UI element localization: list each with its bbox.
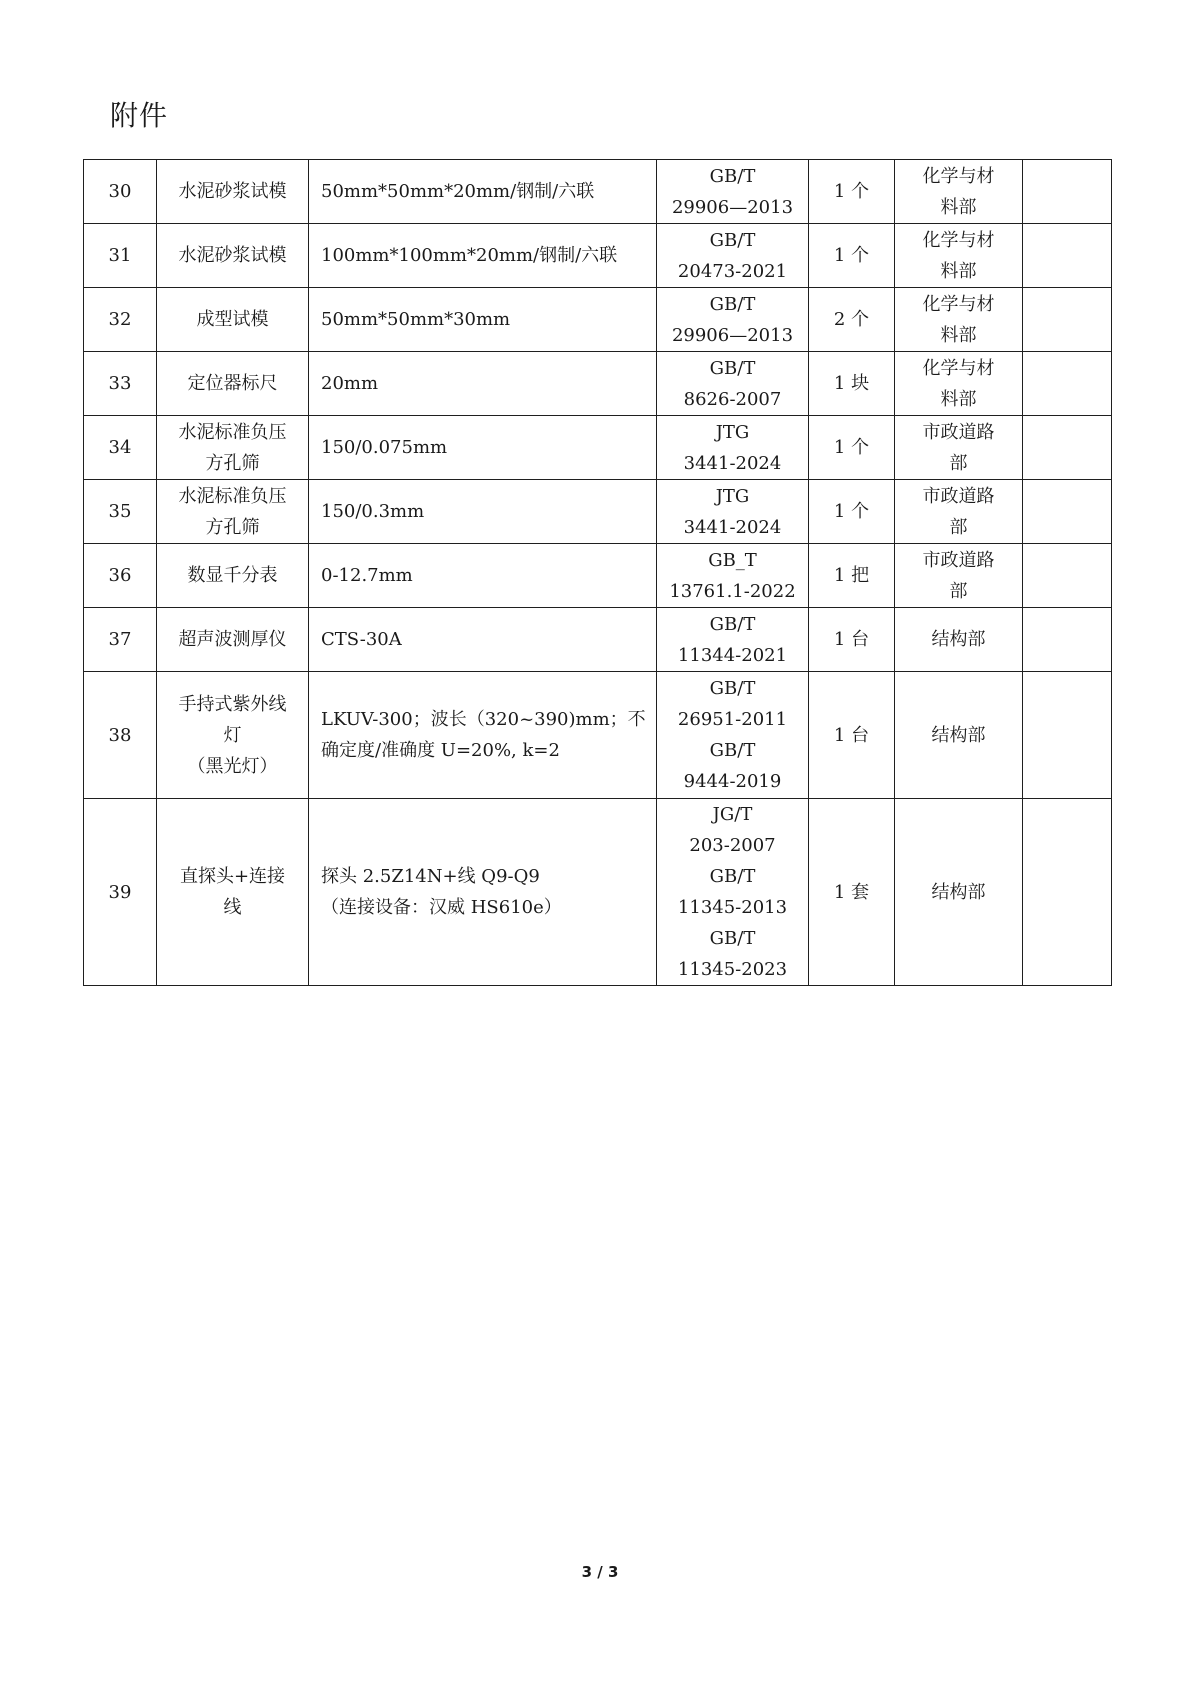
cell-remarks xyxy=(1023,608,1112,672)
cell-standard-line: 11345-2023 xyxy=(677,959,788,980)
cell-specification-line: 20mm xyxy=(321,373,379,394)
cell-department-line: 市政道路 xyxy=(922,421,995,443)
cell-remarks xyxy=(1023,352,1112,416)
cell-quantity-text: 1 台 xyxy=(833,724,870,746)
cell-number xyxy=(84,288,157,352)
cell-quantity-text: 1 个 xyxy=(833,245,870,266)
cell-remarks xyxy=(1023,544,1112,608)
cell-standard-line: 3441-2024 xyxy=(683,516,782,538)
cell-specification-line: 50mm*50mm*30mm xyxy=(321,309,511,330)
cell-number xyxy=(84,160,157,224)
cell-standard-line: 26951-2011 xyxy=(677,709,788,730)
cell-equipment-name xyxy=(157,416,309,480)
cell-department xyxy=(895,672,1023,799)
cell-quantity xyxy=(809,352,895,416)
cell-department xyxy=(895,480,1023,544)
cell-standard xyxy=(657,544,809,608)
cell-standard-line: GB/T xyxy=(709,357,756,379)
cell-specification-line: 0-12.7mm xyxy=(321,565,413,586)
cell-equipment-name-line: 直探头+连接 xyxy=(179,866,286,887)
cell-department xyxy=(895,799,1023,986)
table-row xyxy=(84,416,1112,480)
cell-quantity xyxy=(809,672,895,799)
cell-quantity xyxy=(809,288,895,352)
cell-specification-line: 150/0.3mm xyxy=(321,501,425,522)
cell-standard-line: 13761.1-2022 xyxy=(669,580,796,602)
cell-number xyxy=(84,672,157,799)
cell-standard xyxy=(657,160,809,224)
cell-department xyxy=(895,288,1023,352)
cell-equipment-name xyxy=(157,224,309,288)
cell-standard xyxy=(657,799,809,986)
cell-number xyxy=(84,416,157,480)
cell-quantity xyxy=(809,416,895,480)
cell-quantity-text: 2 个 xyxy=(833,309,870,330)
cell-department-line: 料部 xyxy=(940,260,977,282)
cell-equipment-name xyxy=(157,480,309,544)
cell-quantity-text: 1 个 xyxy=(833,181,870,202)
cell-department-line: 结构部 xyxy=(931,881,986,903)
cell-quantity xyxy=(809,799,895,986)
cell-standard-line: GB/T xyxy=(709,928,756,949)
cell-number-text: 31 xyxy=(108,245,132,266)
cell-specification xyxy=(309,608,657,672)
cell-number-text: 37 xyxy=(108,629,132,650)
cell-specification xyxy=(309,416,657,480)
cell-number xyxy=(84,352,157,416)
cell-quantity xyxy=(809,160,895,224)
table-row xyxy=(84,352,1112,416)
table-row xyxy=(84,224,1112,288)
cell-equipment-name-line: 水泥砂浆试模 xyxy=(178,181,287,202)
cell-number xyxy=(84,224,157,288)
cell-standard xyxy=(657,416,809,480)
cell-equipment-name-line: 手持式紫外线 xyxy=(178,693,287,715)
cell-quantity-text: 1 把 xyxy=(833,565,870,586)
cell-equipment-name-line: 方孔筛 xyxy=(205,452,260,474)
cell-department-line: 料部 xyxy=(940,196,977,218)
cell-specification xyxy=(309,352,657,416)
cell-department-line: 化学与材 xyxy=(922,357,995,379)
cell-specification xyxy=(309,672,657,799)
table-row xyxy=(84,160,1112,224)
table-body xyxy=(84,160,1112,986)
cell-number-text: 39 xyxy=(108,881,132,903)
cell-remarks xyxy=(1023,480,1112,544)
cell-remarks xyxy=(1023,224,1112,288)
cell-standard-line: 11345-2013 xyxy=(677,897,788,918)
cell-remarks xyxy=(1023,799,1112,986)
cell-standard-line: JTG xyxy=(715,485,750,507)
cell-department-line: 结构部 xyxy=(931,724,986,746)
cell-standard-line: GB/T xyxy=(709,293,756,315)
cell-standard-line: GB/T xyxy=(709,613,756,635)
cell-number-text: 34 xyxy=(108,437,132,458)
cell-specification-line: CTS-30A xyxy=(321,629,402,650)
cell-standard-line: JG/T xyxy=(712,804,753,825)
cell-standard-line: GB/T xyxy=(709,740,756,761)
table-row xyxy=(84,480,1112,544)
cell-remarks xyxy=(1023,288,1112,352)
cell-specification-line: LKUV-300；波长（320~390)mm；不 xyxy=(321,709,646,730)
cell-department-line: 料部 xyxy=(940,388,977,410)
cell-department xyxy=(895,352,1023,416)
cell-department-line: 部 xyxy=(949,452,968,474)
cell-standard-line: GB/T xyxy=(709,866,756,887)
page-number: 3 / 3 xyxy=(581,1563,619,1581)
cell-department-line: 部 xyxy=(949,516,968,538)
cell-equipment-name xyxy=(157,608,309,672)
cell-specification xyxy=(309,224,657,288)
cell-specification xyxy=(309,480,657,544)
cell-standard xyxy=(657,288,809,352)
equipment-table xyxy=(83,159,1112,986)
cell-remarks xyxy=(1023,160,1112,224)
cell-standard-line: GB_T xyxy=(708,549,757,571)
cell-equipment-name xyxy=(157,352,309,416)
cell-number xyxy=(84,544,157,608)
cell-equipment-name-line: 水泥标准负压 xyxy=(178,421,287,443)
cell-equipment-name xyxy=(157,672,309,799)
cell-equipment-name-line: 水泥标准负压 xyxy=(178,485,287,507)
cell-number-text: 35 xyxy=(108,501,132,522)
page-heading: 附件 xyxy=(110,99,169,132)
cell-quantity xyxy=(809,544,895,608)
cell-standard xyxy=(657,480,809,544)
cell-department-line: 市政道路 xyxy=(922,549,995,571)
cell-quantity-text: 1 套 xyxy=(833,881,870,903)
cell-equipment-name xyxy=(157,799,309,986)
cell-remarks xyxy=(1023,416,1112,480)
cell-department-line: 结构部 xyxy=(931,629,986,650)
cell-specification-line: 确定度/准确度 U=20%, k=2 xyxy=(321,740,560,761)
cell-equipment-name-line: 线 xyxy=(223,897,242,918)
cell-remarks xyxy=(1023,672,1112,799)
cell-quantity xyxy=(809,224,895,288)
cell-standard-line: JTG xyxy=(715,421,750,443)
cell-number xyxy=(84,608,157,672)
cell-quantity xyxy=(809,480,895,544)
table-row xyxy=(84,608,1112,672)
cell-department-line: 部 xyxy=(949,580,968,602)
cell-standard xyxy=(657,224,809,288)
cell-department-line: 料部 xyxy=(940,324,977,346)
cell-number xyxy=(84,799,157,986)
cell-equipment-name xyxy=(157,544,309,608)
cell-equipment-name xyxy=(157,288,309,352)
cell-equipment-name-line: 成型试模 xyxy=(196,309,269,330)
cell-standard-line: 20473-2021 xyxy=(677,260,788,282)
cell-number-text: 38 xyxy=(108,724,132,746)
cell-equipment-name-line: 灯 xyxy=(223,724,242,746)
cell-department xyxy=(895,544,1023,608)
cell-standard-line: 29906—2013 xyxy=(671,196,794,218)
cell-specification-line: 150/0.075mm xyxy=(321,437,448,458)
cell-specification xyxy=(309,160,657,224)
cell-department xyxy=(895,416,1023,480)
cell-specification xyxy=(309,288,657,352)
cell-equipment-name-line: 水泥砂浆试模 xyxy=(178,245,287,266)
cell-equipment-name-line: 数显千分表 xyxy=(187,565,278,586)
cell-department-line: 化学与材 xyxy=(922,165,995,187)
cell-standard-line: 8626-2007 xyxy=(683,388,782,410)
cell-number-text: 33 xyxy=(108,373,132,394)
cell-equipment-name-line: （黑光灯） xyxy=(187,755,278,777)
cell-department xyxy=(895,160,1023,224)
cell-equipment-name xyxy=(157,160,309,224)
cell-number-text: 30 xyxy=(108,181,132,202)
cell-quantity-text: 1 个 xyxy=(833,501,870,522)
cell-standard-line: GB/T xyxy=(709,165,756,187)
cell-quantity-text: 1 块 xyxy=(833,373,870,394)
cell-standard-line: 9444-2019 xyxy=(683,771,782,792)
cell-department xyxy=(895,224,1023,288)
cell-number-text: 36 xyxy=(108,565,132,586)
cell-specification xyxy=(309,544,657,608)
cell-specification-line: 探头 2.5Z14N+线 Q9-Q9 xyxy=(321,866,540,887)
cell-specification xyxy=(309,799,657,986)
cell-department-line: 化学与材 xyxy=(922,293,995,315)
cell-number xyxy=(84,480,157,544)
cell-department-line: 市政道路 xyxy=(922,485,995,507)
cell-standard-line: GB/T xyxy=(709,678,756,699)
cell-department xyxy=(895,608,1023,672)
cell-quantity-text: 1 个 xyxy=(833,437,870,458)
cell-specification-line: 50mm*50mm*20mm/钢制/六联 xyxy=(321,181,595,202)
cell-equipment-name-line: 超声波测厚仪 xyxy=(178,629,287,650)
cell-equipment-name-line: 方孔筛 xyxy=(205,516,260,538)
cell-standard-line: 29906—2013 xyxy=(671,324,794,346)
cell-specification-line: （连接设备：汉威 HS610e） xyxy=(321,897,562,918)
table-row xyxy=(84,544,1112,608)
cell-equipment-name-line: 定位器标尺 xyxy=(187,373,278,394)
cell-standard xyxy=(657,352,809,416)
cell-department-line: 化学与材 xyxy=(922,229,995,251)
cell-quantity-text: 1 台 xyxy=(833,629,870,650)
table-row xyxy=(84,288,1112,352)
cell-standard xyxy=(657,672,809,799)
table-row xyxy=(84,672,1112,799)
cell-number-text: 32 xyxy=(108,309,132,330)
cell-specification-line: 100mm*100mm*20mm/钢制/六联 xyxy=(321,245,618,266)
cell-standard xyxy=(657,608,809,672)
cell-quantity xyxy=(809,608,895,672)
cell-standard-line: 3441-2024 xyxy=(683,452,782,474)
cell-standard-line: GB/T xyxy=(709,229,756,251)
cell-standard-line: 11344-2021 xyxy=(677,644,788,666)
cell-standard-line: 203-2007 xyxy=(689,835,776,856)
table-row xyxy=(84,799,1112,986)
